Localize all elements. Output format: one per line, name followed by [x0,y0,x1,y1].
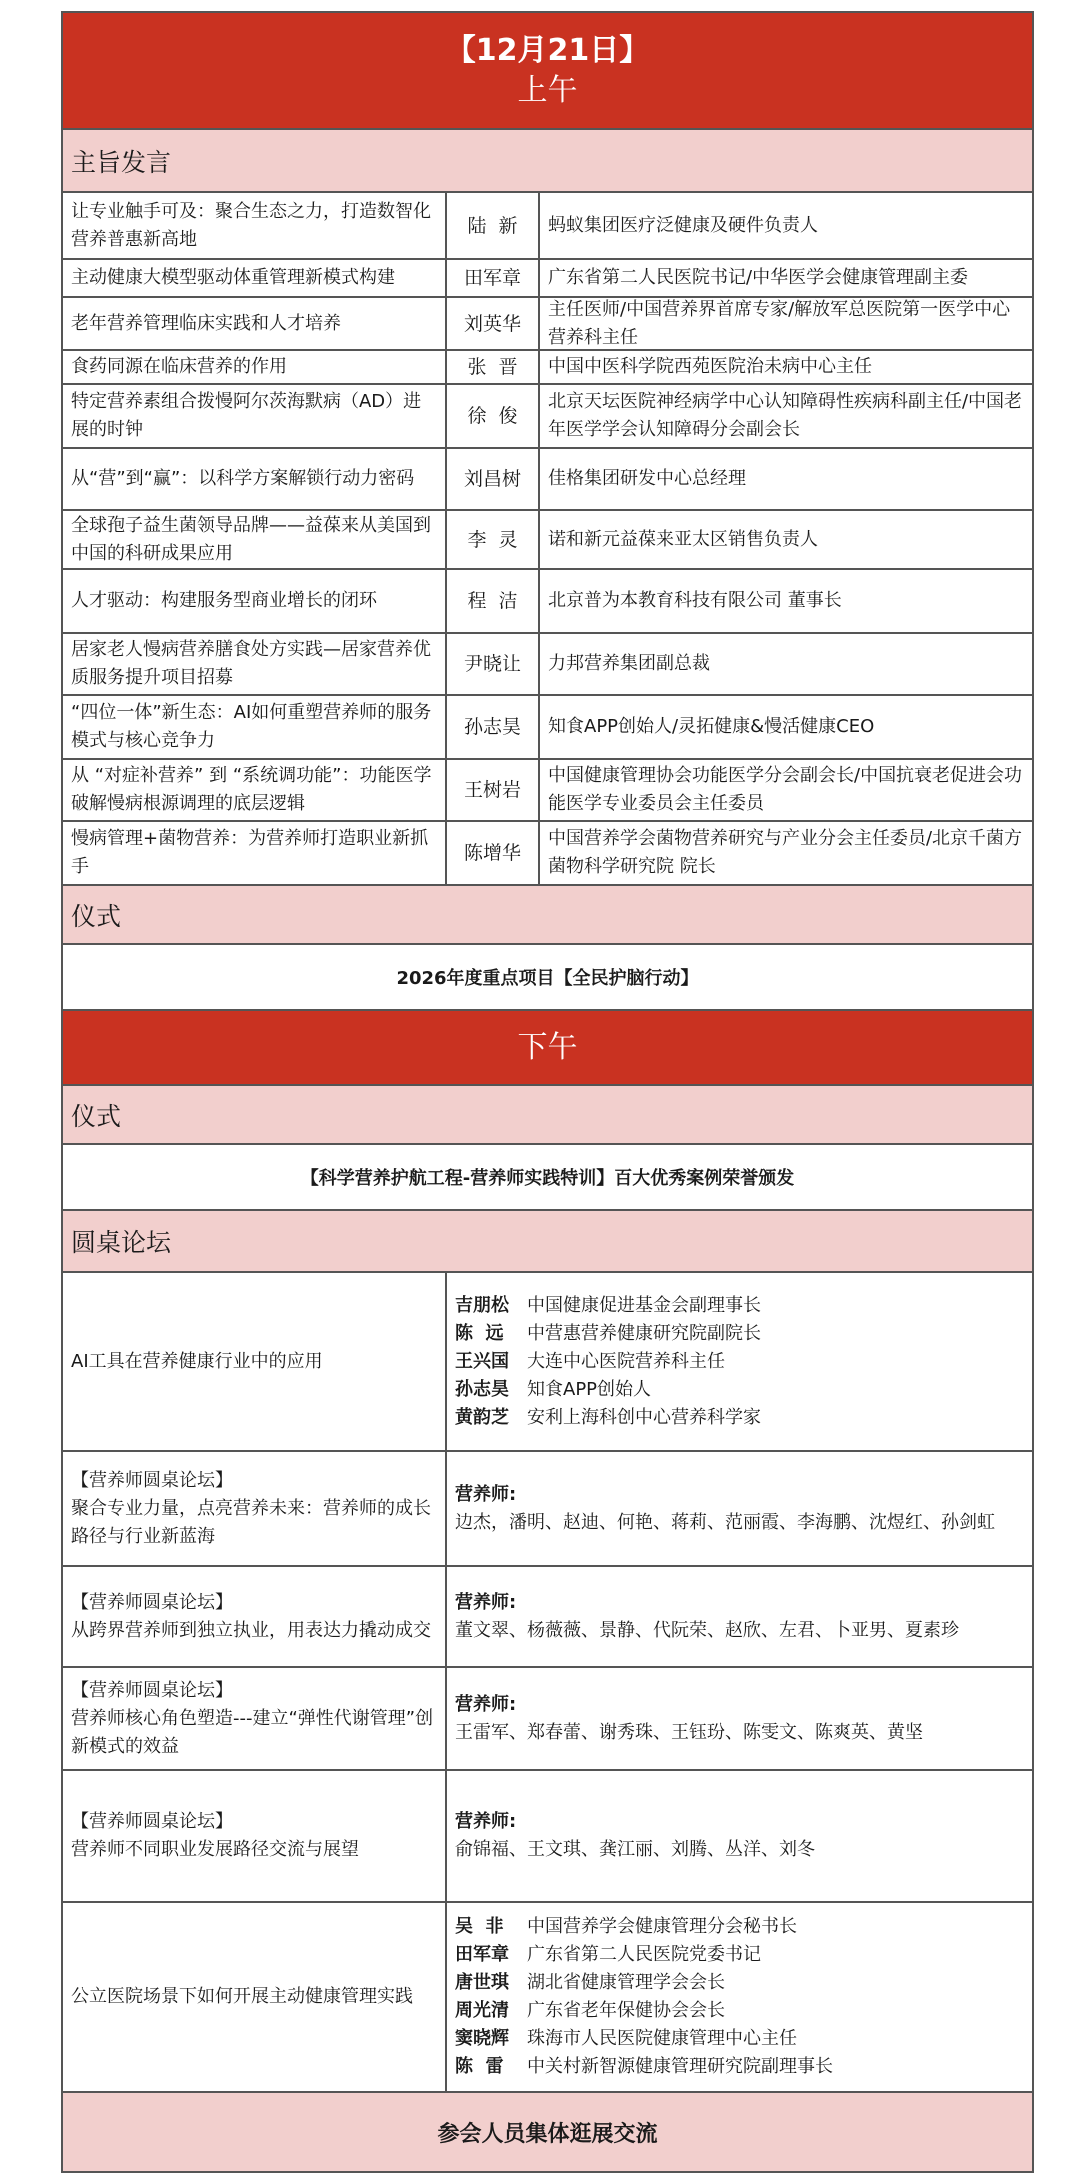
speaker-name: 孙志昊 [447,696,540,758]
talk-row [63,634,1032,696]
forum-title: AI工具在营养健康行业中的应用 [63,1273,447,1450]
talk-row [63,193,1032,260]
speaker-name: 刘英华 [447,298,540,349]
participants-cell [447,1771,1032,1901]
forum-title: 从跨界营养师到独立执业，用表达力撬动成交 [71,1619,431,1641]
forum-title-cell [63,1452,447,1565]
talk-title: 人才驱动：构建服务型商业增长的闭环 [63,570,447,632]
talk-row [63,696,1032,760]
panel-list [447,1903,1032,2091]
speaker-name: 田军章 [447,260,540,296]
talk-title: 老年营养管理临床实践和人才培养 [63,298,447,349]
panelist [455,1969,1024,1997]
speaker-name: 李 灵 [447,511,540,568]
panelist-name: 陈 雷 [455,2056,504,2077]
talk-row [63,351,1032,385]
participants-names: 边杰，潘明、赵迪、何艳、蒋莉、范丽霞、李海鹏、沈煜红、孙剑虹 [455,1511,995,1533]
participants-cell [447,1668,1032,1769]
forum-row [63,1668,1032,1771]
talk-title: 慢病管理+菌物营养：为营养师打造职业新抓手 [63,822,447,884]
speaker-role: 主任医师/中国营养界首席专家/解放军总医院第一医学中心营养科主任 [548,298,1011,348]
speaker-role: 蚂蚁集团医疗泛健康及硬件负责人 [548,214,818,236]
forum-title-block [71,1677,437,1761]
panelist-role: 中营惠营养健康研究院副院长 [527,1322,761,1344]
forum-title-cell [63,1771,447,1901]
forum-title-block [71,1808,359,1864]
panelist-role: 大连中心医院营养科主任 [527,1350,725,1372]
panelist-name: 周光清 [455,2000,509,2021]
panelist [455,1320,1024,1348]
participants-names: 王雷军、郑春蕾、谢秀珠、王钰玢、陈雯文、陈爽英、黄坚 [455,1721,923,1743]
forum-tag: 【营养师圆桌论坛】 [71,1469,233,1491]
panelist-name: 孙志昊 [455,1378,509,1400]
talk-row [63,822,1032,886]
panelist [455,1997,1024,2025]
speaker-role: 广东省第二人民医院书记/中华医学会健康管理副主委 [548,267,969,288]
speaker-role: 力邦营养集团副总裁 [548,653,710,674]
panelist-role: 珠海市人民医院健康管理中心主任 [527,2028,797,2049]
speaker-name: 陈增华 [447,822,540,884]
participants-label: 营养师: [455,1693,517,1715]
forum-title-block [71,1589,431,1645]
forum-title-cell [63,1668,447,1769]
talk-title: 特定营养素组合拨慢阿尔茨海默病（AD）进展的时钟 [63,385,447,447]
panelist-role: 湖北省健康管理学会会长 [527,1972,725,1993]
section-ceremony-pm: 仪式 [63,1086,1032,1145]
speaker-role: 中国健康管理协会功能医学分会副会长/中国抗衰老促进会功能医学专业委员会主任委员 [548,765,1023,814]
morning-header [63,13,1032,130]
panelist [455,1404,1024,1432]
closing-activity: 参会人员集体逛展交流 [63,2093,1032,2171]
dietitian-forums [63,1452,1032,1903]
panel-list [447,1273,1032,1450]
talk-title: 全球孢子益生菌领导品牌——益葆来从美国到中国的科研成果应用 [63,511,447,568]
ceremony-am-item: 2026年度重点项目【全民护脑行动】 [63,945,1032,1011]
section-ceremony-am: 仪式 [63,886,1032,945]
participants-cell [447,1452,1032,1565]
speaker-role: 中国中医科学院西苑医院治未病中心主任 [548,356,872,377]
panelist-role: 广东省老年保健协会会长 [527,2000,725,2021]
panelist [455,2025,1024,2053]
speaker-name: 张 晋 [447,351,540,383]
speaker-role: 中国营养学会菌物营养研究与产业分会主任委员/北京千菌方菌物科学研究院 院长 [548,828,1023,877]
participants-names: 董文翠、杨薇薇、景静、代阮荣、赵欣、左君、卜亚男、夏素珍 [455,1619,959,1641]
forum-title: 营养师核心角色塑造---建立“弹性代谢管理”创新模式的效益 [71,1707,434,1757]
speaker-role: 知食APP创始人/灵拓健康&慢活健康CEO [548,716,875,737]
panelist [455,1348,1024,1376]
period-title: 下午 [517,1029,578,1065]
forum-row [63,1903,1032,2093]
section-keynote: 主旨发言 [63,130,1032,193]
forum-row [63,1567,1032,1668]
section-roundtable: 圆桌论坛 [63,1211,1032,1273]
talk-title: “四位一体”新生态：AI如何重塑营养师的服务模式与核心竞争力 [63,696,447,758]
talk-row [63,449,1032,511]
talk-row [63,298,1032,351]
talk-row [63,511,1032,570]
speaker-role: 佳格集团研发中心总经理 [548,468,746,489]
panelist-name: 唐世琪 [455,1972,509,1993]
talk-row [63,385,1032,449]
talk-title: 食药同源在临床营养的作用 [63,351,447,383]
panelist [455,1913,1024,1941]
forum-title-cell [63,1567,447,1666]
participants-names: 俞锦福、王文琪、龚江丽、刘腾、丛洋、刘冬 [455,1839,815,1860]
talk-title: 居家老人慢病营养膳食处方实践—居家营养优质服务提升项目招募 [63,634,447,694]
forum-row [63,1771,1032,1903]
speaker-role: 诺和新元益葆来亚太区销售负责人 [548,528,818,550]
panelist-name: 吉朋松 [455,1294,509,1316]
speaker-name: 程 洁 [447,570,540,632]
panelist [455,1941,1024,1969]
agenda-table [61,11,1034,2173]
speaker-name: 徐 俊 [447,385,540,447]
ceremony-pm-item: 【科学营养护航工程-营养师实践特训】百大优秀案例荣誉颁发 [63,1145,1032,1211]
period-title: 上午 [517,72,578,108]
panelist-role: 中关村新智源健康管理研究院副理事长 [527,2056,833,2077]
date-title: 【12月21日】 [445,32,650,68]
participants-cell [447,1567,1032,1666]
keynote-list [63,193,1032,886]
talk-title: 主动健康大模型驱动体重管理新模式构建 [63,260,447,296]
panelist [455,1376,1024,1404]
panelist-name: 陈 远 [455,1322,504,1344]
forum-row [63,1273,1032,1452]
participants-label: 营养师: [455,1483,517,1505]
forum-title: 营养师不同职业发展路径交流与展望 [71,1839,359,1860]
talk-row [63,760,1032,822]
talk-title: 从 “对症补营养” 到 “系统调功能”：功能医学破解慢病根源调理的底层逻辑 [63,760,447,820]
panelist [455,1292,1024,1320]
forum-title-block [71,1467,437,1551]
talk-title: 从“营”到“赢”：以科学方案解锁行动力密码 [63,449,447,509]
panelist-name: 窦晓辉 [455,2028,509,2049]
panelist-name: 黄韵芝 [455,1406,509,1428]
forum-tag: 【营养师圆桌论坛】 [71,1679,233,1701]
speaker-name: 刘昌树 [447,449,540,509]
panelist [455,2053,1024,2081]
panelist-name: 田军章 [455,1944,509,1965]
speaker-role: 北京普为本教育科技有限公司 董事长 [548,590,842,611]
panelist-role: 知食APP创始人 [527,1378,652,1400]
participants-label: 营养师: [455,1591,517,1613]
panelist-role: 安利上海科创中心营养科学家 [527,1406,761,1428]
talk-row [63,260,1032,298]
participants-label: 营养师: [455,1811,517,1832]
talk-title: 让专业触手可及：聚合生态之力，打造数智化营养普惠新高地 [63,193,447,258]
speaker-name: 尹晓让 [447,634,540,694]
panelist-role: 中国营养学会健康管理分会秘书长 [527,1916,797,1937]
panelist-role: 中国健康促进基金会副理事长 [527,1294,761,1316]
forum-row [63,1452,1032,1567]
panelist-name: 王兴国 [455,1350,509,1372]
talk-row [63,570,1032,634]
forum-tag: 【营养师圆桌论坛】 [71,1591,233,1613]
forum-tag: 【营养师圆桌论坛】 [71,1811,233,1832]
speaker-name: 王树岩 [447,760,540,820]
panelist-role: 广东省第二人民医院党委书记 [527,1944,761,1965]
forum-title: 公立医院场景下如何开展主动健康管理实践 [63,1903,447,2091]
afternoon-header [63,1011,1032,1086]
speaker-name: 陆 新 [447,193,540,258]
panelist-name: 吴 非 [455,1916,504,1937]
speaker-role: 北京天坛医院神经病学中心认知障碍性疾病科副主任/中国老年医学学会认知障碍分会副会长 [548,391,1023,440]
forum-title: 聚合专业力量，点亮营养未来：营养师的成长路径与行业新蓝海 [71,1497,431,1547]
